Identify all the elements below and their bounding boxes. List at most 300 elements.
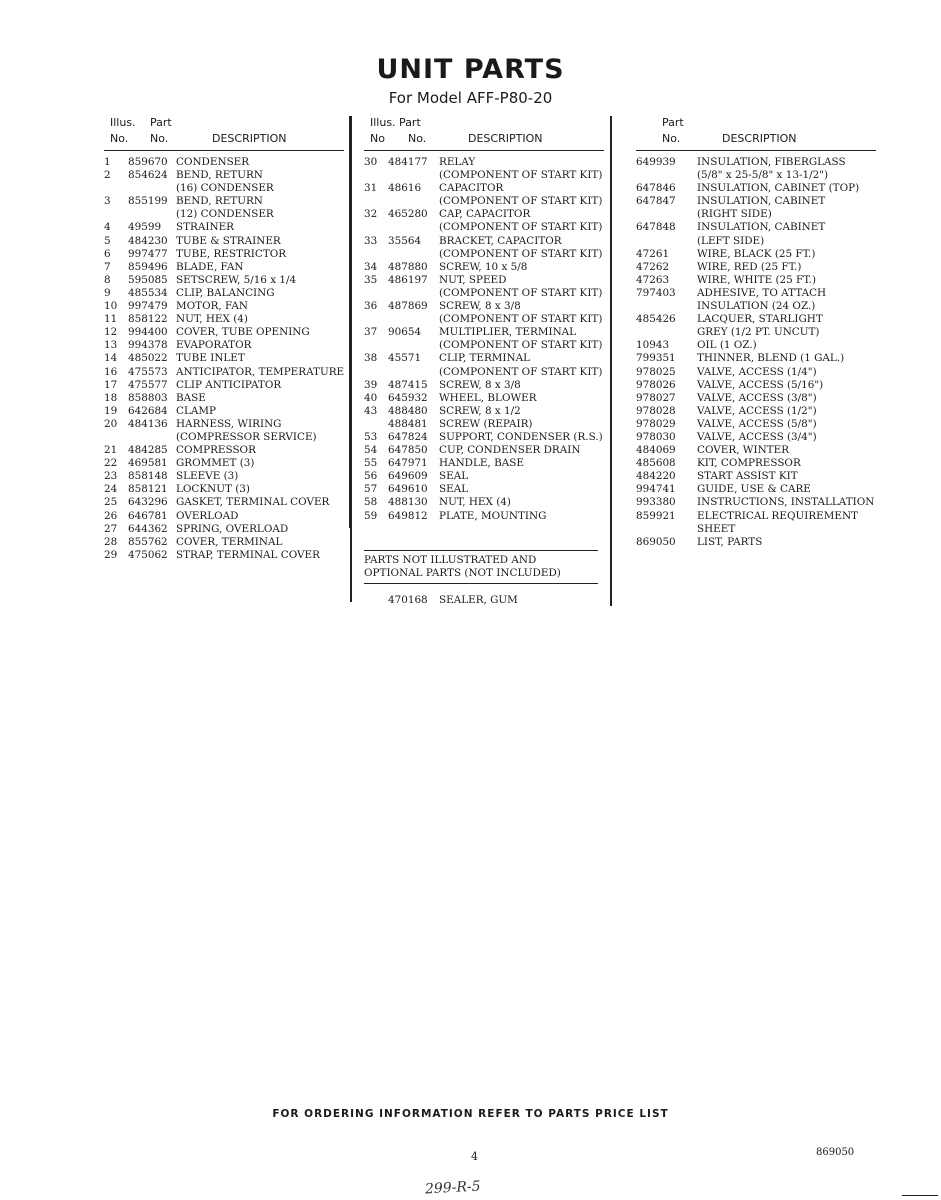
table-row (104, 510, 348, 523)
header-illus: Illus. (110, 116, 136, 129)
part-number: 858121 (128, 483, 168, 496)
part-number: 978029 (636, 417, 676, 430)
table-row (364, 221, 604, 234)
table-row (636, 444, 886, 457)
part-number: 48616 (388, 182, 422, 195)
table-row (636, 287, 886, 300)
part-number (388, 366, 439, 379)
part-description: VALVE, ACCESS (3/8") (697, 391, 817, 404)
part-number: 649812 (388, 509, 428, 522)
table-row (104, 169, 348, 182)
table-row (364, 470, 604, 483)
illus-number: 30 (364, 156, 378, 168)
part-description: GUIDE, USE & CARE (697, 483, 811, 496)
part-number: 484220 (636, 470, 676, 483)
table-row (104, 405, 348, 418)
part-number: 994741 (636, 483, 676, 496)
part-description: WIRE, RED (25 FT.) (697, 260, 802, 273)
header-no: No. (110, 132, 129, 145)
table-row (636, 379, 886, 392)
illus-number: 32 (364, 208, 378, 221)
part-description: BLADE, FAN (176, 260, 244, 273)
illus-number: 25 (104, 496, 118, 509)
part-description: CLAMP (176, 404, 216, 417)
illus-number: 59 (364, 509, 378, 522)
table-row (636, 235, 886, 248)
table-row (104, 261, 348, 274)
part-number: 47262 (636, 260, 670, 273)
illus-number: 4 (104, 221, 111, 234)
part-description: NUT, HEX (4) (176, 313, 248, 326)
part-number: 484069 (636, 444, 676, 457)
table-row (636, 536, 886, 549)
corner-mark (902, 1195, 938, 1196)
table-row (104, 418, 348, 431)
illus-number: 58 (364, 496, 378, 509)
part-description: MOTOR, FAN (176, 300, 248, 313)
table-row (636, 195, 886, 208)
part-description: LACQUER, STARLIGHT (697, 313, 823, 326)
table-row (636, 261, 886, 274)
table-row (636, 221, 886, 234)
illus-number: 12 (104, 326, 118, 339)
part-number (388, 195, 439, 208)
part-description: (LEFT SIDE) (697, 234, 765, 247)
part-number: 484177 (388, 156, 428, 168)
table-row (104, 379, 348, 392)
illus-number: 23 (104, 470, 118, 483)
table-row (104, 326, 348, 339)
part-description: STRAP, TERMINAL COVER (176, 548, 320, 561)
part-description: PLATE, MOUNTING (439, 509, 547, 522)
illus-number: 19 (104, 404, 118, 417)
part-number: 647848 (636, 221, 676, 234)
column-header (636, 116, 886, 150)
illus-number: 18 (104, 391, 118, 404)
part-description: INSULATION, CABINET (697, 195, 826, 208)
illus-number (104, 431, 128, 444)
part-description: OIL (1 OZ.) (697, 339, 757, 352)
part-description: OVERLOAD (176, 509, 239, 522)
part-description: CUP, CONDENSER DRAIN (439, 444, 581, 457)
table-row (636, 208, 886, 221)
part-number: 997479 (128, 300, 168, 313)
table-row (364, 366, 604, 379)
part-description: (16) CONDENSER (176, 182, 274, 195)
table-row (104, 536, 348, 549)
table-row (364, 444, 604, 457)
table-row (104, 221, 348, 234)
table-row (364, 483, 604, 496)
list-item (388, 594, 518, 607)
part-number (388, 339, 439, 352)
part-number (636, 169, 697, 182)
header-description: DESCRIPTION (722, 132, 797, 145)
part-description: (12) CONDENSER (176, 208, 274, 221)
table-row (636, 326, 886, 339)
part-description: (COMPRESSOR SERVICE) (176, 430, 317, 443)
part-number: 978026 (636, 378, 676, 391)
part-description: SCREW, 10 x 5/8 (439, 260, 528, 273)
illus-number: 43 (364, 404, 378, 417)
part-number: 858122 (128, 313, 168, 326)
part-description: INSTRUCTIONS, INSTALLATION (697, 496, 875, 509)
part-number: 997477 (128, 247, 168, 260)
part-number (388, 169, 439, 182)
page-title: UNIT PARTS (376, 54, 565, 85)
part-number: 645932 (388, 391, 428, 404)
part-number: 45571 (388, 352, 422, 365)
illus-number: 31 (364, 182, 378, 195)
parts-list (364, 156, 604, 523)
part-description: CLIP, TERMINAL (439, 352, 531, 365)
table-row (364, 352, 604, 365)
part-description: BEND, RETURN (176, 169, 263, 182)
part-number: 484230 (128, 234, 168, 247)
part-description: TUBE & STRAINER (176, 234, 281, 247)
illus-number: 3 (104, 195, 111, 208)
table-row (636, 300, 886, 313)
part-number: 797403 (636, 286, 676, 299)
illus-number: 54 (364, 444, 378, 457)
part-description: BASE (176, 391, 206, 404)
part-number: 869050 (636, 535, 676, 548)
part-number: 49599 (128, 221, 162, 234)
illus-number: 9 (104, 286, 111, 299)
part-description: SCREW, 8 x 3/8 (439, 300, 521, 313)
illus-number: 1 (104, 156, 111, 168)
table-row (636, 156, 886, 169)
part-number: 644362 (128, 522, 168, 535)
table-row (364, 235, 604, 248)
table-row (636, 418, 886, 431)
part-number: 978025 (636, 365, 676, 378)
part-number: 859670 (128, 156, 168, 168)
part-description: INSULATION (24 OZ.) (697, 300, 816, 313)
part-description: SEAL (439, 470, 469, 483)
part-number (128, 182, 176, 195)
part-description: VALVE, ACCESS (3/4") (697, 430, 817, 443)
part-description: BRACKET, CAPACITOR (439, 234, 562, 247)
table-row (364, 431, 604, 444)
part-description: SPRING, OVERLOAD (176, 522, 289, 535)
part-description: BEND, RETURN (176, 195, 263, 208)
table-row (364, 169, 604, 182)
part-description: INSULATION, CABINET (TOP) (697, 182, 860, 195)
part-number: 649609 (388, 470, 428, 483)
part-number: 647846 (636, 182, 676, 195)
illus-number: 22 (104, 457, 118, 470)
illus-number: 5 (104, 234, 111, 247)
ordering-footer: FOR ORDERING INFORMATION REFER TO PARTS PRICE LIST (272, 1108, 669, 1120)
illus-number: 21 (104, 444, 118, 457)
part-description: (RIGHT SIDE) (697, 208, 772, 221)
part-description: TUBE, RESTRICTOR (176, 247, 287, 260)
part-description: SUPPORT, CONDENSER (R.S.) (439, 430, 603, 443)
optional-parts-note (364, 554, 561, 580)
table-row (364, 156, 604, 169)
part-number: 978027 (636, 391, 676, 404)
model-subtitle: For Model AFF-P80-20 (388, 89, 553, 107)
header-illus-part: Illus. Part (370, 116, 421, 129)
table-row (364, 313, 604, 326)
part-description: WIRE, WHITE (25 FT.) (697, 273, 817, 286)
parts-column-3 (636, 116, 886, 549)
part-description: (COMPONENT OF START KIT) (439, 247, 603, 260)
table-row (364, 392, 604, 405)
table-row (364, 339, 604, 352)
illus-number: 20 (104, 417, 118, 430)
illus-number (104, 208, 128, 221)
illus-number: 40 (364, 391, 378, 404)
part-number: 487869 (388, 300, 428, 313)
part-description: COVER, TUBE OPENING (176, 326, 310, 339)
illus-number: 35 (364, 273, 378, 286)
part-number: 799351 (636, 352, 676, 365)
header-no: No (370, 132, 385, 145)
illus-number: 38 (364, 352, 378, 365)
column-divider (350, 116, 352, 602)
table-row (364, 457, 604, 470)
illus-number: 28 (104, 535, 118, 548)
part-description: VALVE, ACCESS (5/8") (697, 417, 817, 430)
part-description: VALVE, ACCESS (5/16") (697, 378, 824, 391)
table-row (636, 405, 886, 418)
part-number: 647850 (388, 444, 428, 457)
illus-number: 8 (104, 273, 111, 286)
part-description: GROMMET (3) (176, 457, 255, 470)
part-number (636, 208, 697, 221)
part-number: 475062 (128, 548, 168, 561)
part-number: 469581 (128, 457, 168, 470)
part-description: NUT, HEX (4) (439, 496, 511, 509)
table-row (364, 274, 604, 287)
table-row (636, 274, 886, 287)
part-description: CAP, CAPACITOR (439, 208, 531, 221)
illus-number: 56 (364, 470, 378, 483)
part-description: SETSCREW, 5/16 x 1/4 (176, 273, 297, 286)
part-description: (COMPONENT OF START KIT) (439, 195, 603, 208)
illus-number: 14 (104, 352, 118, 365)
table-row (636, 169, 886, 182)
part-description: CLIP, BALANCING (176, 286, 275, 299)
part-description: LIST, PARTS (697, 535, 763, 548)
part-number: 595085 (128, 273, 168, 286)
part-number: 859496 (128, 260, 168, 273)
part-number: 854624 (128, 169, 168, 182)
part-description: SCREW, 8 x 3/8 (439, 378, 521, 391)
illus-number: 2 (104, 169, 111, 182)
table-row (364, 248, 604, 261)
part-number: 649610 (388, 483, 428, 496)
table-row (104, 235, 348, 248)
table-row (104, 496, 348, 509)
part-number: 994378 (128, 339, 168, 352)
part-number (388, 248, 439, 261)
part-number: 465280 (388, 208, 428, 221)
table-row (364, 496, 604, 509)
part-number: 858148 (128, 470, 168, 483)
parts-list (104, 156, 348, 562)
illus-number: 11 (104, 313, 118, 326)
illus-number: 36 (364, 300, 378, 313)
part-number: 646781 (128, 509, 168, 522)
part-description: SCREW (REPAIR) (439, 417, 533, 430)
table-row (104, 483, 348, 496)
table-row (104, 470, 348, 483)
part-number: 487880 (388, 260, 428, 273)
note-line: PARTS NOT ILLUSTRATED AND (364, 554, 537, 566)
part-description: SEALER, GUM (439, 594, 518, 606)
part-description: SLEEVE (3) (176, 470, 239, 483)
parts-list (636, 156, 886, 549)
table-row (636, 523, 886, 536)
part-number: 35564 (388, 234, 422, 247)
part-number: 978030 (636, 430, 676, 443)
part-number: 978028 (636, 404, 676, 417)
part-number: 642684 (128, 404, 168, 417)
part-description: LOCKNUT (3) (176, 483, 250, 496)
illus-number: 13 (104, 339, 118, 352)
part-number: 475573 (128, 365, 168, 378)
table-row (104, 457, 348, 470)
part-number: 485426 (636, 313, 676, 326)
part-description: ELECTRICAL REQUIREMENT (697, 509, 858, 522)
part-number: 855199 (128, 195, 168, 208)
parts-column-1 (104, 116, 348, 562)
table-row (636, 470, 886, 483)
table-row (636, 510, 886, 523)
table-row (104, 549, 348, 562)
table-row (104, 248, 348, 261)
part-number: 10943 (636, 339, 670, 352)
illus-number: 24 (104, 483, 118, 496)
table-row (364, 405, 604, 418)
illus-number (364, 418, 388, 431)
part-description: SEAL (439, 483, 469, 496)
header-part: Part (662, 116, 684, 129)
table-row (636, 339, 886, 352)
table-row (364, 510, 604, 523)
illus-number: 33 (364, 234, 378, 247)
illus-number (364, 313, 388, 326)
table-row (104, 182, 348, 195)
part-number: 649939 (636, 156, 676, 168)
part-description: CAPACITOR (439, 182, 504, 195)
illus-number (364, 221, 388, 234)
table-row (104, 156, 348, 169)
part-number: 858803 (128, 391, 168, 404)
part-number: 485608 (636, 457, 676, 470)
illus-number (364, 366, 388, 379)
part-description: START ASSIST KIT (697, 470, 798, 483)
illus-number (364, 248, 388, 261)
part-description: (COMPONENT OF START KIT) (439, 221, 603, 234)
illus-number: 17 (104, 378, 118, 391)
part-number: 647824 (388, 430, 428, 443)
part-description: THINNER, BLEND (1 GAL.) (697, 352, 845, 365)
part-number: 485534 (128, 286, 168, 299)
part-description: INSULATION, FIBERGLASS (697, 156, 846, 168)
table-row (104, 366, 348, 379)
part-description: (COMPONENT OF START KIT) (439, 365, 603, 378)
part-number: 859921 (636, 509, 676, 522)
part-description: TUBE INLET (176, 352, 245, 365)
table-row (364, 326, 604, 339)
table-row (104, 208, 348, 221)
header-no: No. (662, 132, 681, 145)
part-description: COVER, WINTER (697, 444, 790, 457)
table-row (104, 287, 348, 300)
illus-number: 57 (364, 483, 378, 496)
part-description: GREY (1/2 PT. UNCUT) (697, 326, 820, 339)
part-number: 488130 (388, 496, 428, 509)
part-description: (5/8" x 25-5/8" x 13-1/2") (697, 169, 829, 182)
part-description: SHEET (697, 522, 736, 535)
part-description: WIRE, BLACK (25 FT.) (697, 247, 816, 260)
table-row (104, 444, 348, 457)
illus-number: 55 (364, 457, 378, 470)
part-number (388, 287, 439, 300)
header-description: DESCRIPTION (212, 132, 287, 145)
illus-number (364, 339, 388, 352)
table-row (364, 418, 604, 431)
part-description: COMPRESSOR (176, 444, 256, 457)
page-number: 4 (471, 1150, 478, 1163)
part-description: HARNESS, WIRING (176, 417, 282, 430)
part-number (388, 313, 439, 326)
part-description: GASKET, TERMINAL COVER (176, 496, 330, 509)
part-description: WHEEL, BLOWER (439, 391, 537, 404)
part-number: 47261 (636, 247, 670, 260)
part-description: ANTICIPATOR, TEMPERATURE (176, 365, 345, 378)
header-no: No. (408, 132, 427, 145)
table-row (636, 496, 886, 509)
note-line: OPTIONAL PARTS (NOT INCLUDED) (364, 567, 561, 580)
part-number: 47263 (636, 273, 670, 286)
table-row (104, 339, 348, 352)
part-number: 488481 (388, 417, 428, 430)
part-number (128, 431, 176, 444)
part-description: CLIP ANTICIPATOR (176, 378, 282, 391)
part-number: 488480 (388, 404, 428, 417)
part-description: HANDLE, BASE (439, 457, 524, 470)
table-row (104, 523, 348, 536)
table-row (364, 300, 604, 313)
part-number: 994400 (128, 326, 168, 339)
part-description: KIT, COMPRESSOR (697, 457, 801, 470)
illus-number: 10 (104, 300, 118, 313)
part-number: 475577 (128, 378, 168, 391)
part-description: VALVE, ACCESS (1/4") (697, 365, 817, 378)
column-header (364, 116, 604, 150)
part-description: CONDENSER (176, 156, 250, 168)
part-number (128, 208, 176, 221)
table-row (104, 300, 348, 313)
part-number: 485022 (128, 352, 168, 365)
part-number: 470168 (388, 594, 428, 606)
table-row (636, 352, 886, 365)
table-row (636, 313, 886, 326)
table-row (636, 392, 886, 405)
part-number: 487415 (388, 378, 428, 391)
table-row (364, 261, 604, 274)
part-number (388, 221, 439, 234)
table-row (104, 392, 348, 405)
part-description: EVAPORATOR (176, 339, 252, 352)
illus-number (104, 182, 128, 195)
part-number (636, 326, 697, 339)
